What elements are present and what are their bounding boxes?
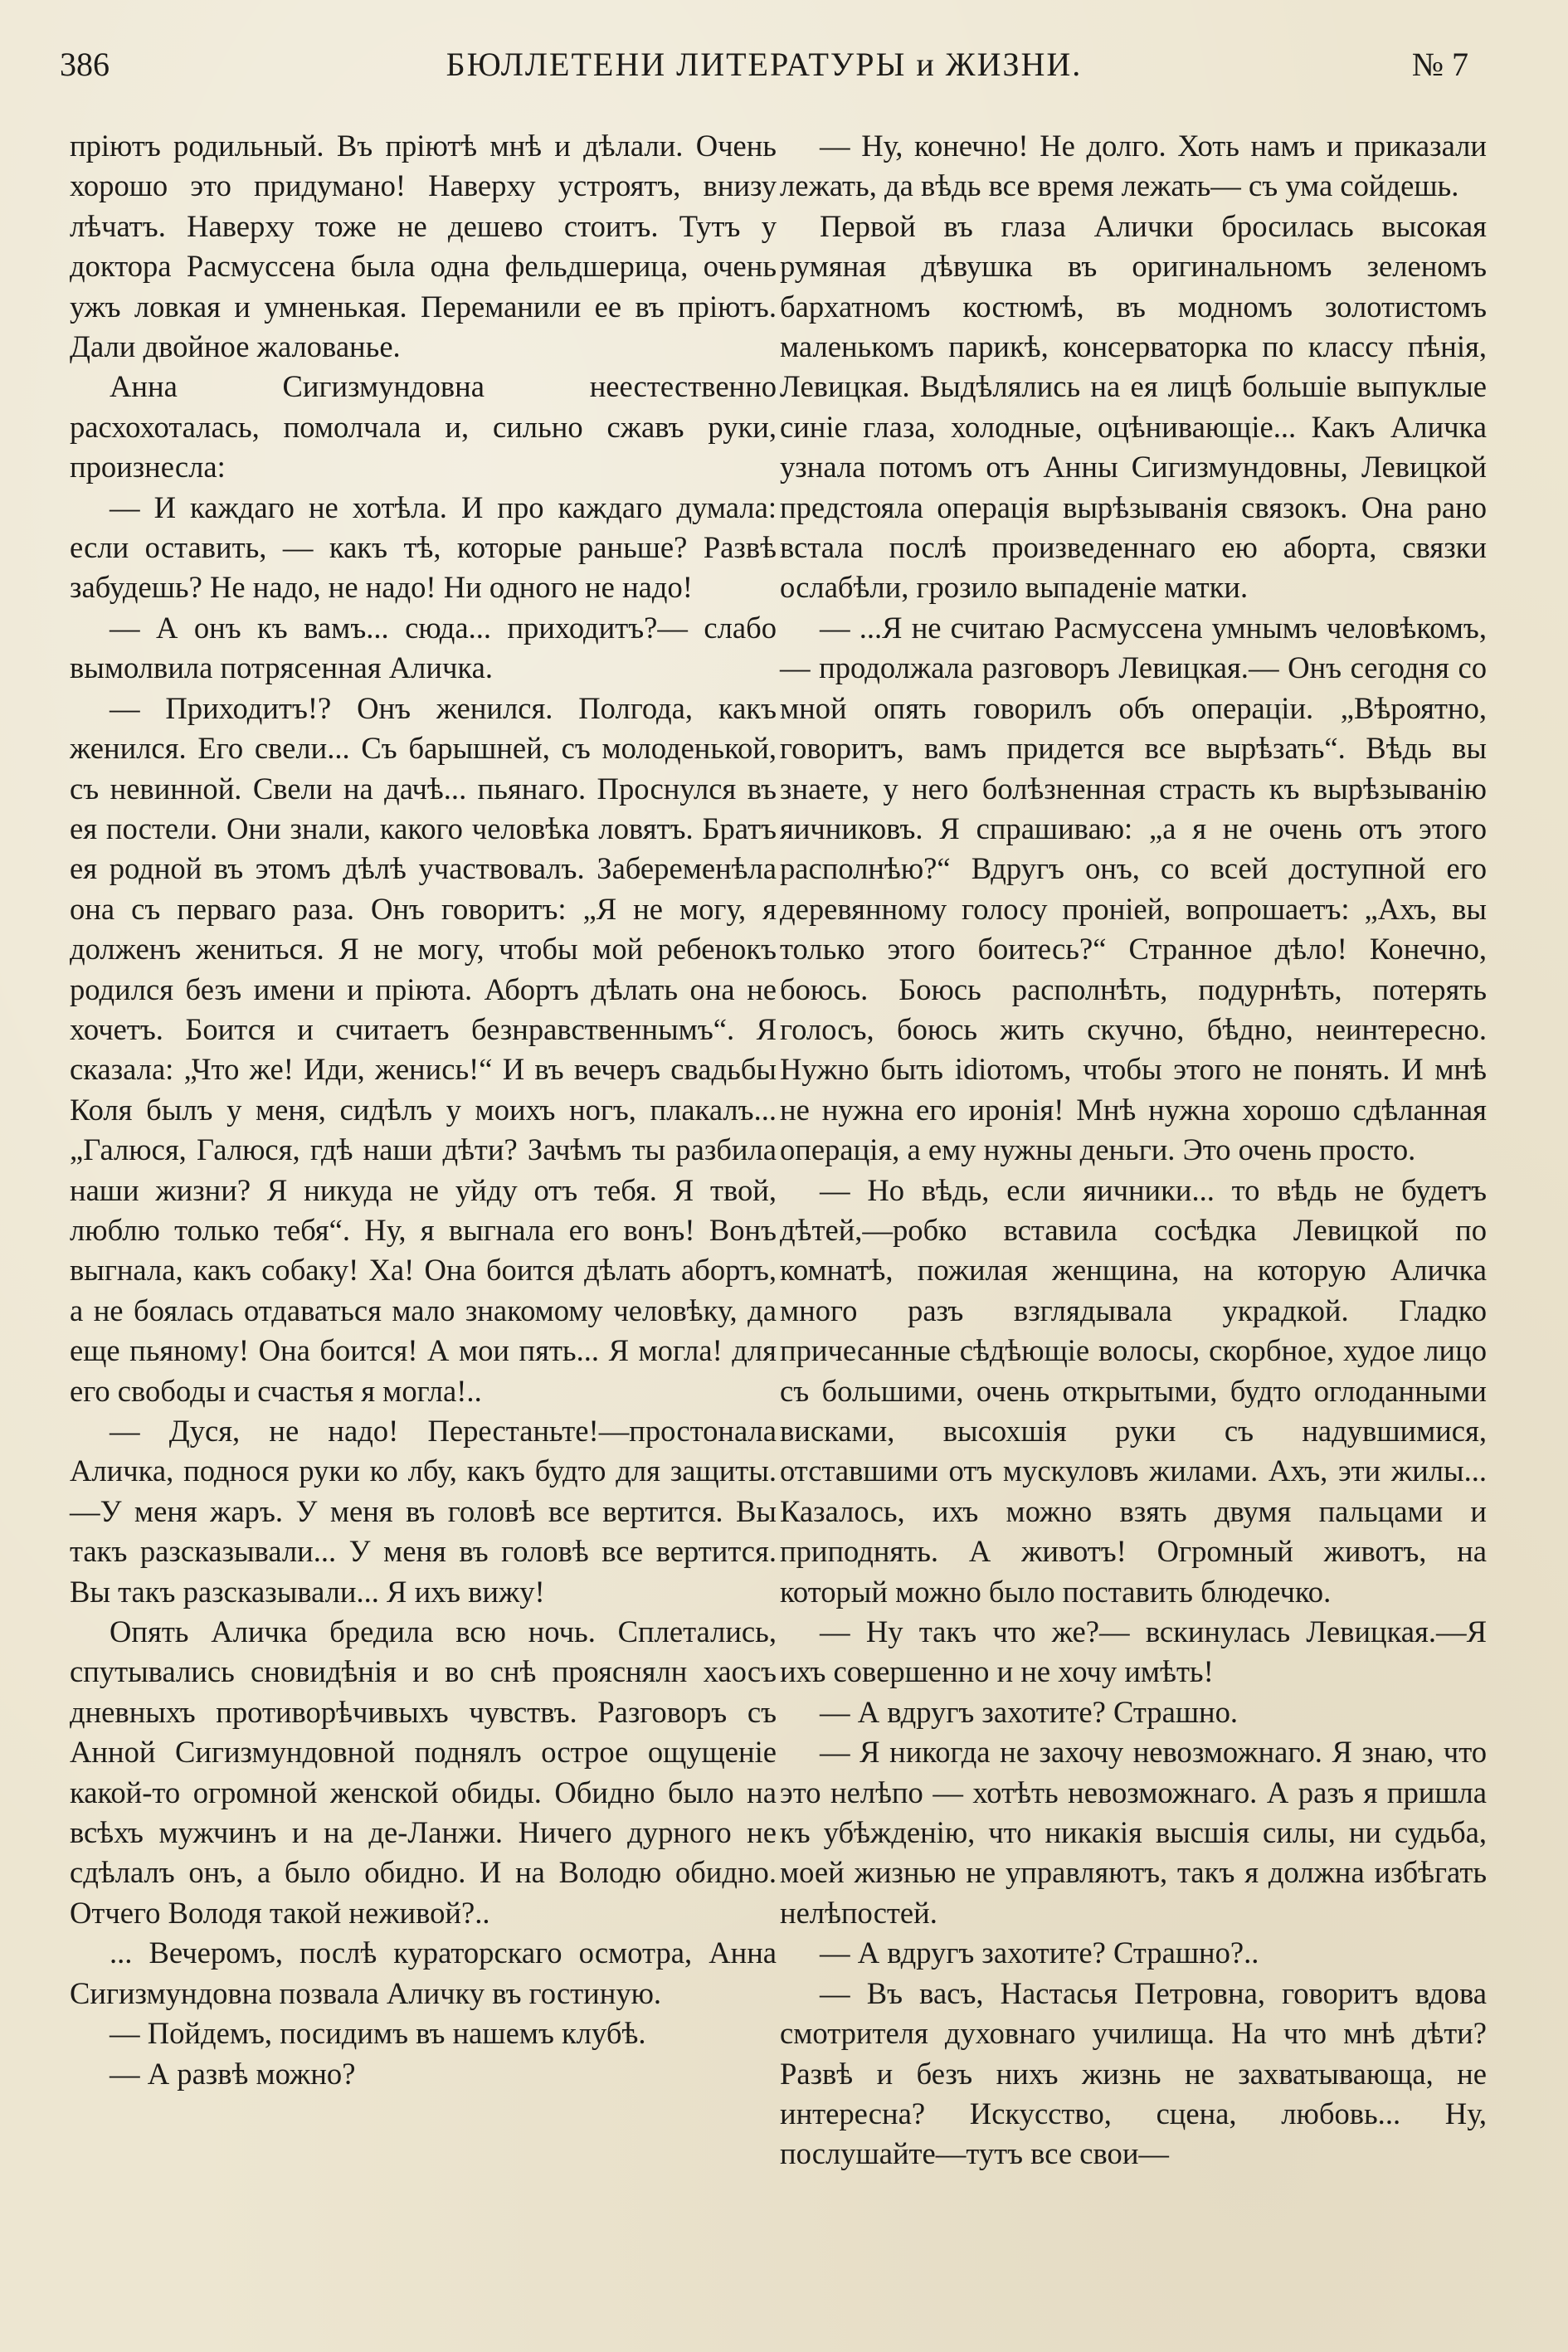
paragraph: — Но вѣдь, если яичники... то вѣдь не будетъ дѣтей,—робко вставила сосѣдка Левицкой по комнатѣ, пожилая женщина, на которую Аличка много разъ взглядывала украдкой. Гладко причесанные сѣдѣющіе волосы, скорбное, худое лицо съ большими, очень открытыми, будто оглоданными висками, высохшія руки съ надувшимися, отставшими отъ мускуловъ жилами. Ахъ, эти жилы... Казалось, ихъ можно взять двумя пальцами и приподнять. А животъ! Огромный животъ, на который можно было поставить блюдечко. bbox=[780, 1172, 1487, 1609]
paragraph: — Дуся, не надо! Перестаньте!—простонала Аличка, поднося руки ко лбу, какъ будто для защиты.—У меня жаръ. У меня въ головѣ все вертится. Вы такъ разсказывали... У меня въ головѣ все вертится. Вы такъ разсказывали... Я ихъ вижу! bbox=[70, 1414, 777, 1609]
running-title: БЮЛЛЕТЕНИ ЛИТЕРАТУРЫ и ЖИЗНИ. bbox=[446, 46, 1083, 83]
right-column bbox=[780, 126, 1487, 2174]
paragraph: — А развѣ можно? bbox=[110, 2056, 356, 2091]
paragraph: — А вдругъ захотите? Страшно?.. bbox=[820, 1936, 1259, 1970]
paragraph: — И каждаго не хотѣла. И про каждаго думала: если оставить, — какъ тѣ, которые раньше? Развѣ забудешь? Не надо, не надо! Ни одного не надо! bbox=[70, 489, 777, 605]
paragraph: Опять Аличка бредила всю ночь. Сплетались, спутывались сновидѣнія и во снѣ прояснялн хаосъ дневныхъ противорѣчивыхъ чувствъ. Разговоръ съ Анной Сигизмундовной поднялъ острое ощущеніе какой-то огромной женской обиды. Обидно было на всѣхъ мужчинъ и на де-Ланжи. Ничего дурного не сдѣлалъ онъ, а было обидно. И на Володю обидно. Отчего Володя такой неживой?.. bbox=[70, 1614, 777, 1930]
paragraph: пріютъ родильный. Въ пріютѣ мнѣ и дѣлали. Очень хорошо это придумано! Наверху устроятъ, внизу лѣчатъ. Наверху тоже не дешево стоитъ. Тутъ у доктора Расмуссена была одна фельдшерица, очень ужъ ловкая и умненькая. Переманили ее въ пріютъ. Дали двойное жалованье. bbox=[70, 129, 777, 364]
page-number: 386 bbox=[60, 46, 110, 83]
issue-number: № 7 bbox=[1411, 46, 1468, 83]
paragraph: — А вдругъ захотите? Страшно. bbox=[820, 1694, 1239, 1729]
paragraph: — Я никогда не захочу невозможнаго. Я знаю, что это нелѣпо — хотѣть невозможнаго. А разъ я пришла къ убѣжденію, что никакія высшія силы, ни судьба, моей жизнью не управляютъ, такъ я должна избѣгать нелѣпостей. bbox=[780, 1735, 1487, 1930]
paragraph: ... Вечеромъ, послѣ кураторскаго осмотра, Анна Сигизмундовна позвала Аличку въ гостиную. bbox=[70, 1936, 777, 2010]
left-column bbox=[70, 126, 777, 2094]
paragraph: Первой въ глаза Алички бросилась высокая румяная дѣвушка въ оригинальномъ зеленомъ бархатномъ костюмѣ, въ модномъ золотистомъ маленькомъ парикѣ, консерваторка по классу пѣнія, Левицкая. Выдѣлялись на ея лицѣ большіе выпуклые синіе глаза, холодные, оцѣнивающіе... Какъ Аличка узнала потомъ отъ Анны Сигизмундовны, Левицкой предстояла операція вырѣзыванія связокъ. Она рано встала послѣ произведеннаго ею аборта, связки ослабѣли, грозило выпаденіе матки. bbox=[780, 208, 1487, 605]
paragraph: — Въ васъ, Настасья Петровна, говоритъ вдова смотрителя духовнаго училища. На что мнѣ дѣти? Развѣ и безъ нихъ жизнь не захватывающа, не интересна? Искусство, сцена, любовь... Ну, послушайте—тутъ все свои— bbox=[780, 1975, 1487, 2171]
paragraph: — ...Я не считаю Расмуссена умнымъ человѣкомъ,— продолжала разговоръ Левицкая.— Онъ сегодня со мной опять говорилъ объ операціи. „Вѣроятно, говоритъ, вамъ придется все вырѣзать“. Вѣдь вы знаете, у него болѣзненная страсть къ вырѣзыванію яичниковъ. Я спрашиваю: „а я не очень отъ этого располнѣю?“ Вдругъ онъ, со всей доступной его деревянному голосу проніей, вопрошаетъ: „Ахъ, вы только этого боитесь?“ Странное дѣло! Конечно, боюсь. Боюсь располнѣть, подурнѣть, потерять голосъ, боюсь жить скучно, бѣдно, неинтересно. Нужно быть idiотомъ, чтобы этого не понять. И мнѣ не нужна его иронія! Мнѣ нужна хорошо сдѣланная операція, а ему нужны деньги. Это очень просто. bbox=[780, 610, 1487, 1167]
paragraph: — А онъ къ вамъ... сюда... приходитъ?— слабо вымолвила потрясенная Аличка. bbox=[70, 610, 777, 685]
paragraph: — Ну, конечно! Не долго. Хоть намъ и приказали лежать, да вѣдь все время лежать— съ ума сойдешь. bbox=[780, 129, 1487, 203]
paragraph: — Пойдемъ, посидимъ въ нашемъ клубѣ. bbox=[110, 2016, 646, 2051]
paragraph: — Приходитъ!? Онъ женился. Полгода, какъ женился. Его свели... Съ барышней, съ молоденькой, съ невинной. Свели на дачѣ... пьянаго. Проснулся въ ея постели. Они знали, какого человѣка ловятъ. Братъ ея родной въ этомъ дѣлѣ участвовалъ. Забеременѣла она съ перваго раза. Онъ говоритъ: „Я не могу, я долженъ жениться. Я не могу, чтобы мой ребенокъ родился безъ имени и пріюта. Абортъ дѣлать она не хочетъ. Боится и считаетъ безнравственнымъ“. Я сказала: „Что же! Иди, женись!“ И въ вечеръ свадьбы Коля былъ у меня, сидѣлъ у моихъ ногъ, плакалъ... „Галюся, Галюся, гдѣ наши дѣти? Зачѣмъ ты разбила наши жизни? Я никуда не уйду отъ тебя. Я твой, люблю только тебя“. Ну, я выгнала его вонъ! Вонъ выгнала, какъ собаку! Ха! Она боится дѣлать абортъ, а не боялась отдаваться мало знакомому человѣку, да еще пьяному! Она боится! А мои пять... Я могла! для его свободы и счастья я могла!.. bbox=[70, 690, 777, 1408]
paragraph: Анна Сигизмундовна неестественно расхохоталась, помолчала и, сильно сжавъ руки, произнесла: bbox=[70, 369, 777, 485]
paragraph: — Ну такъ что же?— вскинулась Левицкая.—Я ихъ совершенно и не хочу имѣть! bbox=[780, 1614, 1487, 1689]
page-header bbox=[60, 33, 1468, 108]
